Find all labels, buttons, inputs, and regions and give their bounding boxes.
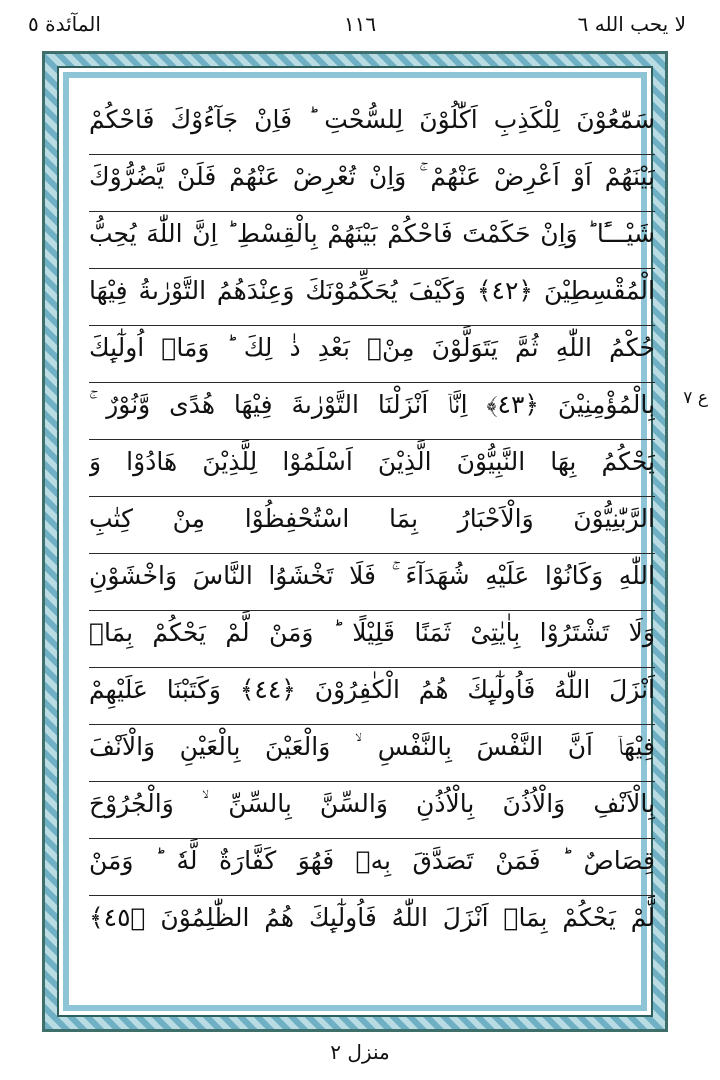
verse-line-3: شَيْـــًٔا ؕ وَاِنْ حَكَمْتَ فَاحْكُمْ بَيْنَهُمْ بِالْقِسْطِ ؕ اِنَّ اللّٰهَ يُحِبُّ bbox=[89, 212, 655, 269]
verse-line-6: بِالْمُؤْمِنِيْنَ ﴿٤٣﴾ اِنَّاۤ اَنْزَلْنَا التَّوْرٰىةَ فِيْهَا هُدًى وَّنُوْرٌ ۚ bbox=[89, 383, 655, 440]
verse-line-1: سَمّٰعُوْنَ لِلْكَذِبِ اَكّٰلُوْنَ لِلسُّحْتِ ؕ فَاِنْ جَآءُوْكَ فَاحْكُمْ bbox=[89, 98, 655, 155]
text-panel bbox=[57, 66, 653, 1017]
verse-line-8: الرَّبّٰنِيُّوْنَ وَالْاَحْبَارُ بِمَا اسْتُحْفِظُوْا مِنْ كِتٰبِ bbox=[89, 497, 655, 554]
juz-name: لا يحب الله ٦ bbox=[577, 12, 686, 36]
page-number: ١١٦ bbox=[343, 12, 377, 36]
verse-line-15: لَّمْ يَحْكُمْ بِمَاۤ اَنْزَلَ اللّٰهُ فَاُولٰٓٮِٕكَ هُمُ الظّٰلِمُوْنَ ﴿٤٥﴾ bbox=[89, 903, 655, 932]
decorative-border bbox=[42, 51, 668, 1032]
verse-line-12: فِيْهَاۤ اَنَّ النَّفْسَ بِالنَّفْسِ ۙ وَالْعَيْنَ بِالْعَيْنِ وَالْاَنْفَ bbox=[89, 725, 655, 782]
verse-text-area bbox=[89, 98, 655, 1019]
manzil-footer: منزل ٢ bbox=[330, 1040, 390, 1064]
verse-line-14: قِصَاصٌ ؕ فَمَنْ تَصَدَّقَ بِهٖ فَهُوَ كَفَّارَةٌ لَّهٗ ؕ وَمَنْ bbox=[89, 839, 655, 896]
verse-line-11: اَنْزَلَ اللّٰهُ فَاُولٰٓٮِٕكَ هُمُ الْكٰفِرُوْنَ ﴿٤٤﴾ وَكَتَبْنَا عَلَيْهِمْ bbox=[89, 668, 655, 725]
surah-name: المآئدة ٥ bbox=[28, 12, 101, 36]
verse-line-5: حُكْمُ اللّٰهِ ثُمَّ يَتَوَلَّوْنَ مِنْۢ بَعْدِ ذٰ لِكَ ؕ وَمَاۤ اُولٰٓٮِٕكَ bbox=[89, 326, 655, 383]
ruku-marker: ع ٧ bbox=[683, 388, 708, 408]
verse-line-9: اللّٰهِ وَكَانُوْا عَلَيْهِ شُهَدَآءَ ۚ فَلَا تَخْشَوُا النَّاسَ وَاخْشَوْنِ bbox=[89, 554, 655, 611]
verse-line-2: بَيْنَهُمْ اَوْ اَعْرِضْ عَنْهُمْ ۚ وَاِنْ تُعْرِضْ عَنْهُمْ فَلَنْ يَّضُرُّوْكَ bbox=[89, 155, 655, 212]
verse-line-10: وَلَا تَشْتَرُوْا بِاٰيٰتِىْ ثَمَنًا قَلِيْلًا ؕ وَمَنْ لَّمْ يَحْكُمْ بِمَاۤ bbox=[89, 611, 655, 668]
verse-line-13: بِالْاَنْفِ وَالْاُذُنَ بِالْاُذُنِ وَالسِّنَّ بِالسِّنِّ ۙ وَالْجُرُوْحَ bbox=[89, 782, 655, 839]
verse-line-7: يَحْكُمُ بِهَا النَّبِيُّوْنَ الَّذِيْنَ اَسْلَمُوْا لِلَّذِيْنَ هَادُوْا وَ bbox=[89, 440, 655, 497]
page-header bbox=[0, 0, 720, 50]
verse-line-4: الْمُقْسِطِيْنَ ﴿٤٢﴾ وَكَيْفَ يُحَكِّمُوْنَكَ وَعِنْدَهُمُ التَّوْرٰىةُ فِيْهَا bbox=[89, 269, 655, 326]
